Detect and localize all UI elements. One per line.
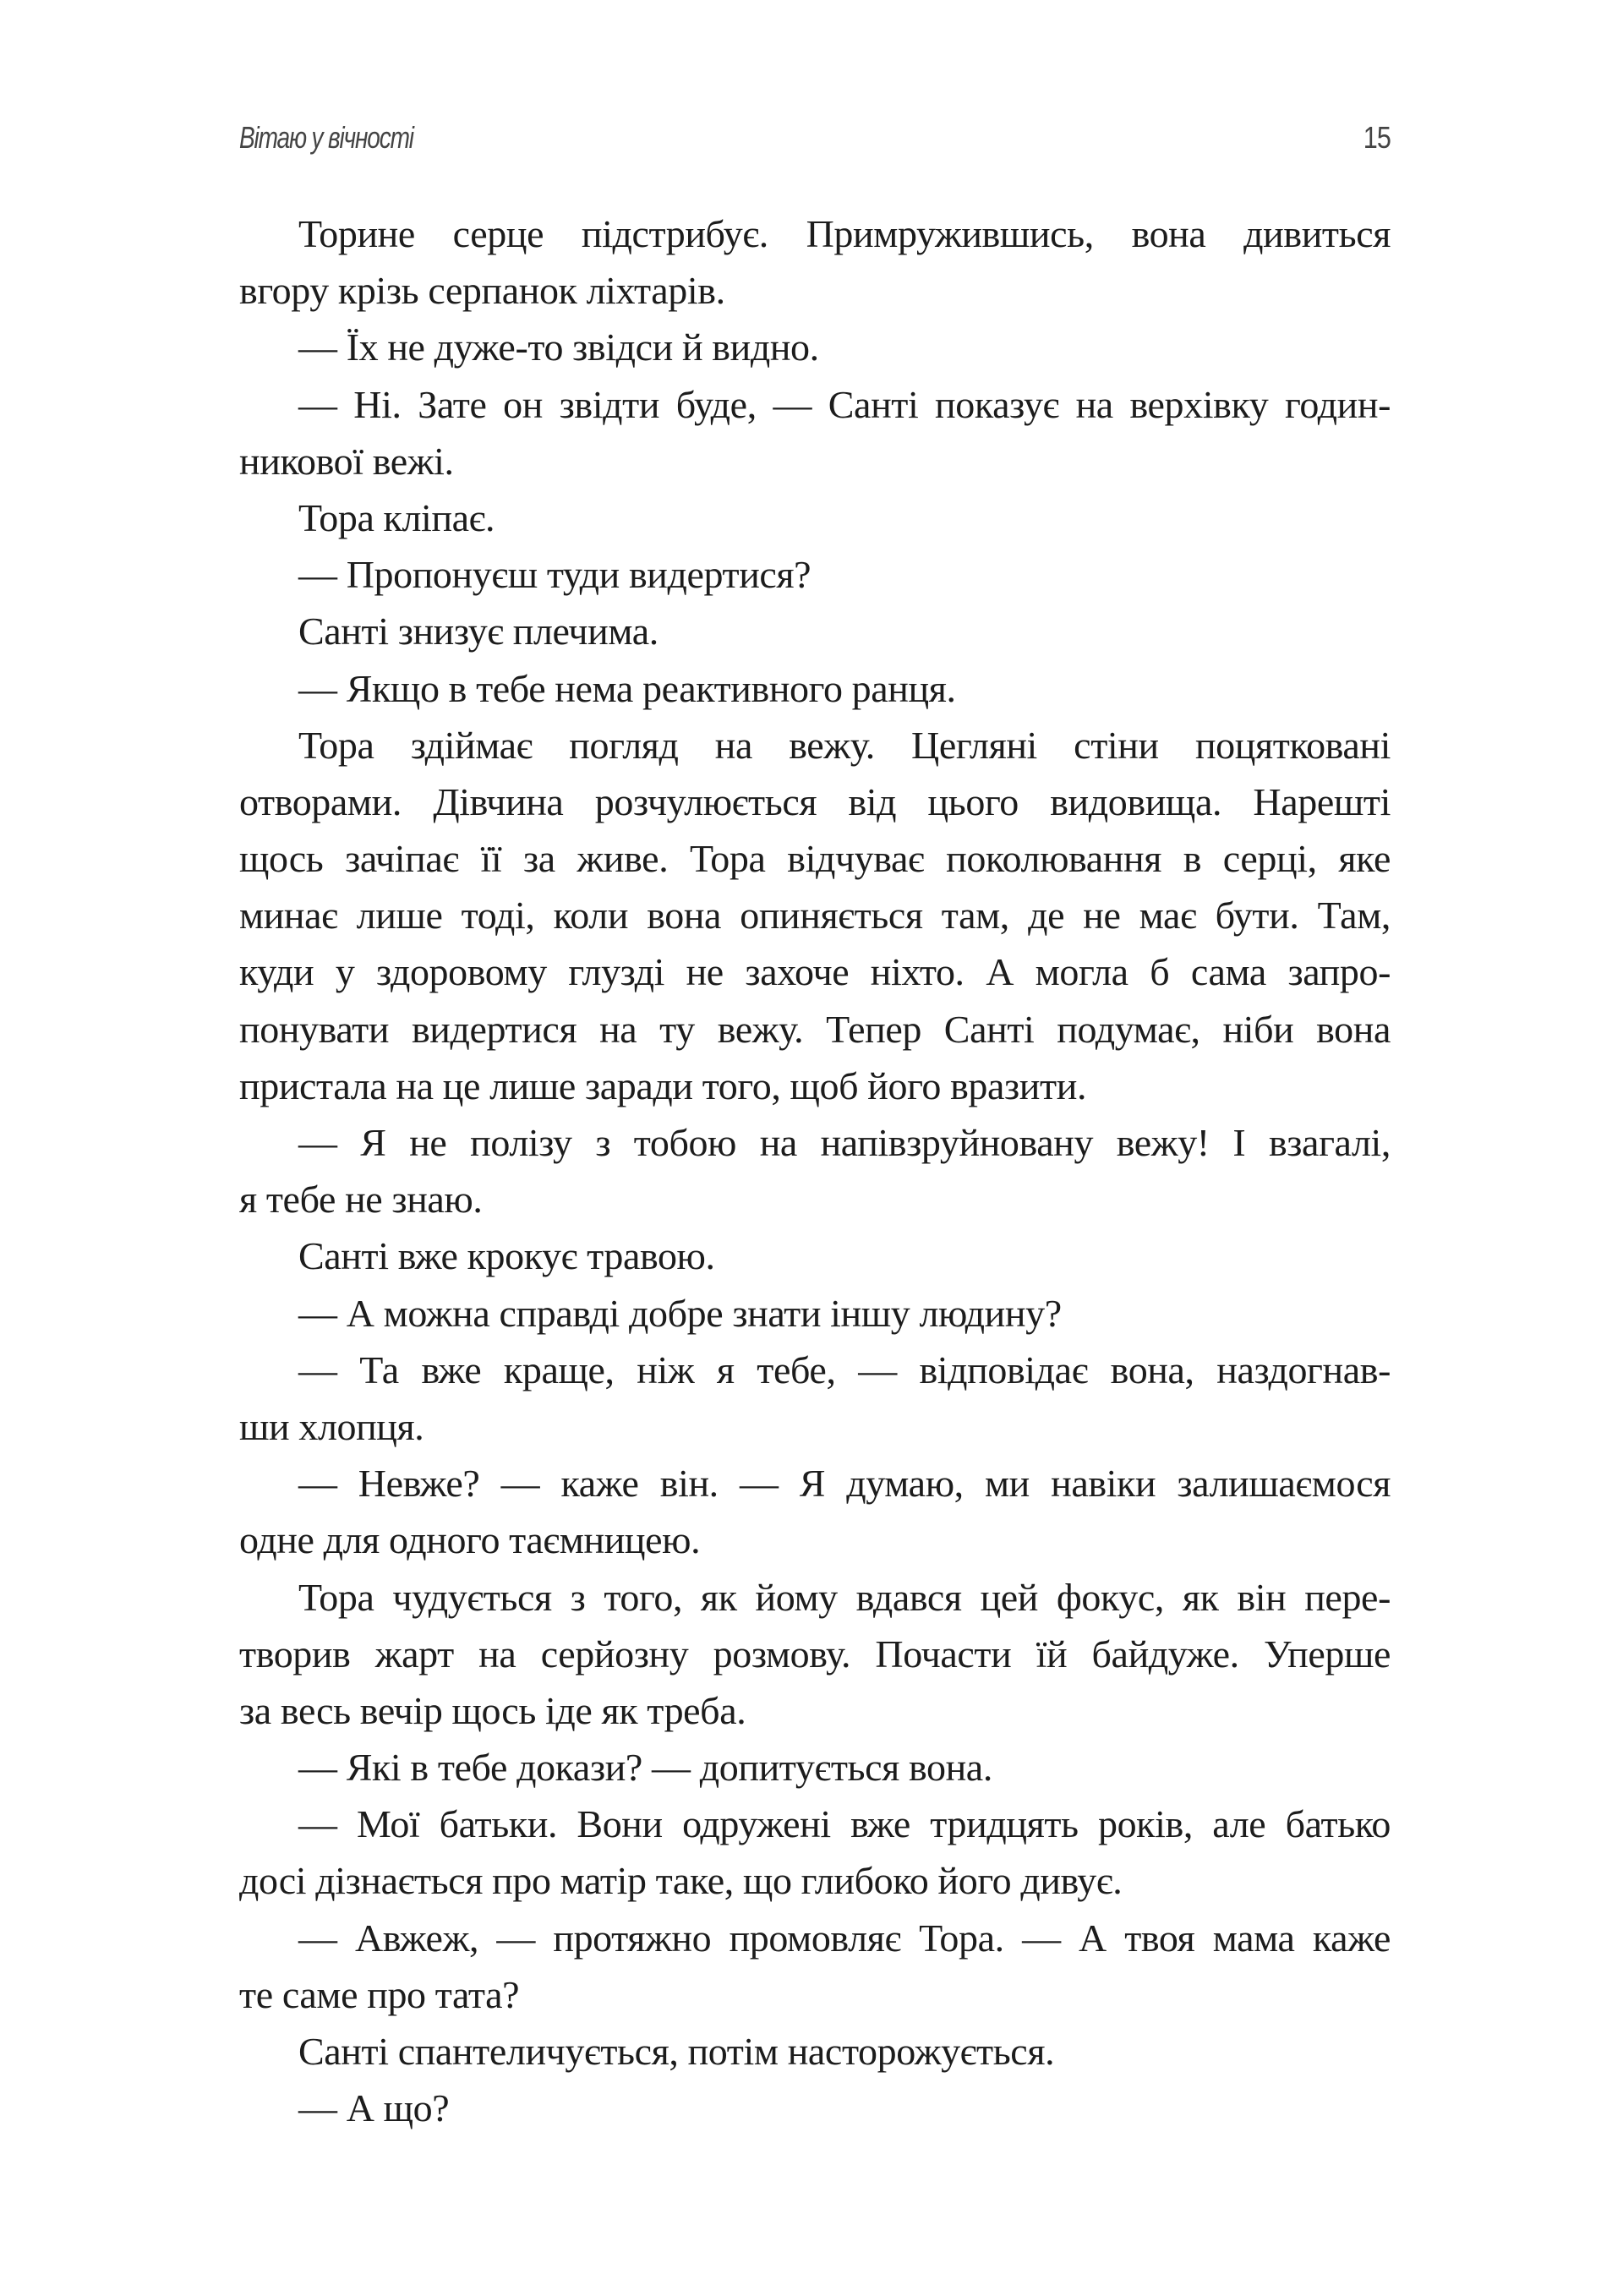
text-line: досі дізнається про матір таке, що глибоко його дивує. xyxy=(239,1859,1123,1903)
text-line: щось зачіпає її за живе. Тора відчуває поколювання в серці, яке xyxy=(239,837,1391,881)
text-line: никової вежі. xyxy=(239,439,454,483)
text-line: минає лише тоді, коли вона опиняється там, де не має бути. Там, xyxy=(239,894,1391,938)
running-head xyxy=(239,120,1391,162)
text-line: — Якщо в тебе нема реактивного ранця. xyxy=(298,666,956,710)
text-line: пристала на це лише заради того, щоб його вразити. xyxy=(239,1063,1087,1107)
text-line: понувати видертися на ту вежу. Тепер Санті подумає, ніби вона xyxy=(239,1007,1391,1051)
text-line: куди у здоровому глузді не захоче ніхто. А могла б сама запро- xyxy=(239,950,1391,994)
page-number: 15 xyxy=(1363,120,1391,155)
text-line: вгору крізь серпанок ліхтарів. xyxy=(239,269,725,313)
text-line: Торине серце підстрибує. Примружившись, вона дивиться xyxy=(298,212,1391,255)
text-line: творив жарт на серйозну розмову. Почасти їй байдуже. Уперше xyxy=(239,1632,1391,1676)
body-text xyxy=(239,205,1391,2136)
text-line: те саме про тата? xyxy=(239,1972,520,2016)
text-line: Санті вже крокує травою. xyxy=(298,1234,715,1278)
text-line: — Авжеж, — протяжно промовляє Тора. — А твоя мама каже xyxy=(298,1916,1391,1960)
text-line: ши хлопця. xyxy=(239,1404,424,1448)
text-line: я тебе не знаю. xyxy=(239,1178,483,1222)
text-line: — Мої батьки. Вони одружені вже тридцять років, але батько xyxy=(298,1802,1391,1846)
text-line: — Та вже краще, ніж я тебе, — відповідає вона, наздогнав- xyxy=(298,1348,1391,1391)
text-line: — Їх не дуже-то звідси й видно. xyxy=(298,325,819,369)
text-line: Тора здіймає погляд на вежу. Цегляні стіни поцятковані xyxy=(298,723,1391,767)
text-line: одне для одного таємницею. xyxy=(239,1518,701,1562)
text-line: Санті спантеличується, потім насторожується. xyxy=(298,2030,1055,2073)
text-line: Тора кліпає. xyxy=(298,495,495,539)
running-title: Вітаю у вічності xyxy=(239,120,413,155)
text-line: — Які в тебе докази? — допитується вона. xyxy=(298,1746,992,1790)
book-page xyxy=(239,0,1391,2296)
text-line: Тора чудується з того, як йому вдався цей фокус, як він пере- xyxy=(298,1575,1391,1619)
text-line: — Ні. Зате он звідти буде, — Санті показує на верхівку годин- xyxy=(298,382,1391,426)
text-line: — А можна справді добре знати іншу людину? xyxy=(298,1291,1062,1335)
text-line: отворами. Дівчина розчулюється від цього видовища. Нарешті xyxy=(239,779,1391,823)
text-line: за весь вечір щось іде як треба. xyxy=(239,1688,746,1732)
text-line: — Пропонуєш туди видертися? xyxy=(298,553,812,597)
text-line: — А що? xyxy=(298,2086,450,2130)
text-line: — Невже? — каже він. — Я думаю, ми навіки залишаємося xyxy=(298,1462,1391,1506)
text-line: — Я не полізу з тобою на напівзруйновану вежу! І взагалі, xyxy=(298,1121,1391,1164)
text-line: Санті знизує плечима. xyxy=(298,610,658,653)
